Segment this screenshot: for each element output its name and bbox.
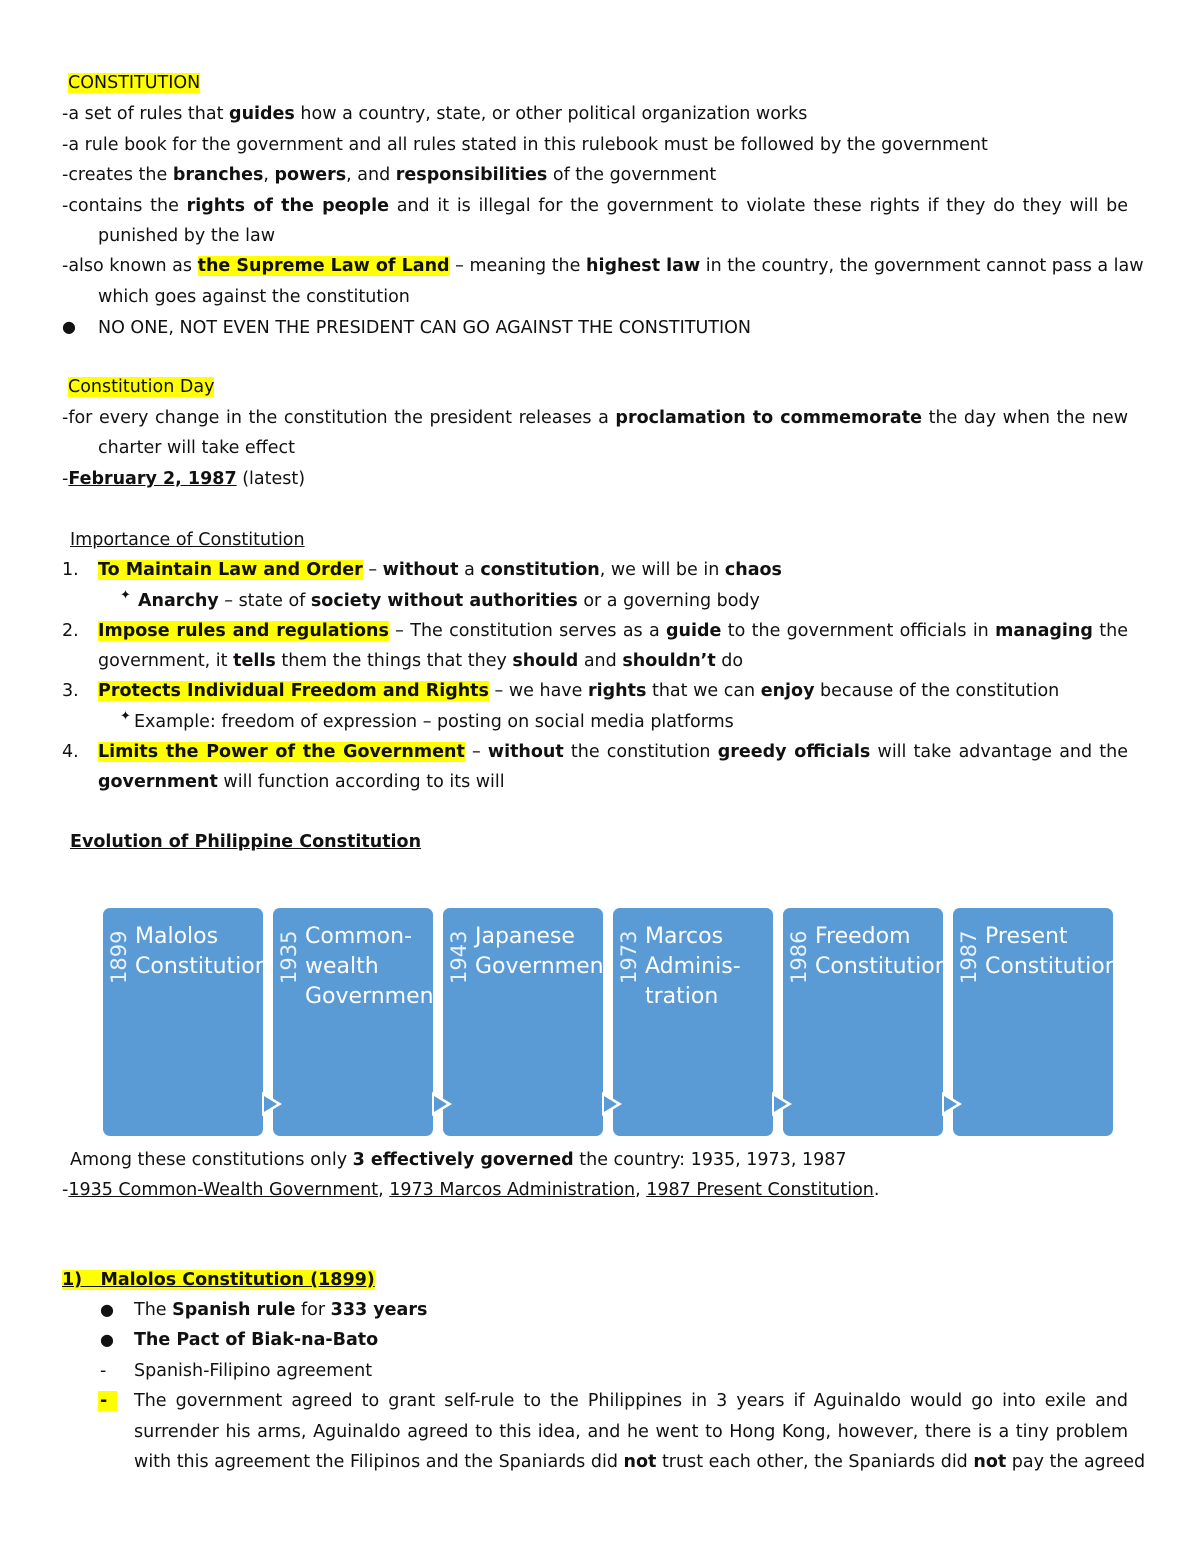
text-line: punished by the law <box>98 226 276 246</box>
text-line: -February 2, 1987 (latest) <box>62 469 306 489</box>
timeline-year: 1899 <box>107 930 131 984</box>
bullet-text: The Spanish rule for 333 years <box>134 1300 428 1320</box>
timeline-year: 1987 <box>957 930 981 984</box>
timeline-label: Marcos Adminis- tration <box>645 924 741 1009</box>
text-line: -contains the rights of the people and it is illegal for the government to violate these rights if they do they will be <box>62 196 1128 216</box>
list-number: 3. <box>62 681 79 701</box>
heading-importance: Importance of Constitution <box>70 530 305 550</box>
list-item: To Maintain Law and Order – without a constitution, we will be in chaos <box>98 560 782 580</box>
arrow-right-icon <box>942 1092 962 1116</box>
text-line: Spanish-Filipino agreement <box>134 1361 373 1381</box>
text-line: Among these constitutions only 3 effectively governed the country: 1935, 1973, 1987 <box>70 1150 847 1170</box>
text-line: government, it tells them the things that they should and shouldn’t do <box>98 651 744 671</box>
text-line: -a set of rules that guides how a country, state, or other political organization works <box>62 104 808 124</box>
bullet-icon: ● <box>100 1330 114 1349</box>
timeline-label: Present Constitution <box>985 924 1119 979</box>
text-line: charter will take effect <box>98 438 295 458</box>
heading-constitution: CONSTITUTION <box>68 73 201 93</box>
timeline-label: Japanese Government <box>475 924 613 979</box>
dash-bullet: - <box>100 1361 107 1381</box>
timeline-year: 1943 <box>447 930 471 984</box>
bullet-text: NO ONE, NOT EVEN THE PRESIDENT CAN GO AGAINST THE CONSTITUTION <box>98 318 751 338</box>
list-item: Limits the Power of the Government – without the constitution greedy officials will take advantage and the <box>98 742 1128 762</box>
heading-evolution: Evolution of Philippine Constitution <box>70 832 422 852</box>
timeline-step <box>953 908 1119 1136</box>
arrow-right-icon <box>772 1092 792 1116</box>
arrow-right-icon <box>432 1092 452 1116</box>
text-line: which goes against the constitution <box>98 287 410 307</box>
timeline-label: Malolos Constitution <box>135 924 269 979</box>
arrow-right-icon <box>602 1092 622 1116</box>
timeline-year: 1986 <box>787 930 811 984</box>
timeline-year: 1935 <box>277 930 301 984</box>
bullet-icon: ● <box>100 1300 114 1319</box>
timeline-step <box>783 908 949 1136</box>
timeline-year: 1973 <box>617 930 641 984</box>
timeline-step <box>273 908 443 1136</box>
bullet-text: The Pact of Biak-na-Bato <box>134 1330 379 1350</box>
timeline-step <box>613 908 773 1136</box>
text-line: -creates the branches, powers, and responsibilities of the government <box>62 165 717 185</box>
list-number: 2. <box>62 621 79 641</box>
text-line: The government agreed to grant self-rule to the Philippines in 3 years if Aguinaldo would go into exile and <box>134 1391 1128 1411</box>
timeline-label: Common- wealth Government <box>305 924 443 1009</box>
timeline-step <box>443 908 613 1136</box>
text-line: with this agreement the Filipinos and the Spaniards did not trust each other, the Spaniards did not pay the agreed <box>134 1452 1146 1472</box>
timeline-label: Freedom Constitution <box>815 924 949 979</box>
text-line: surrender his arms, Aguinaldo agreed to this idea, and he went to Hong Kong, however, there is a tiny problem <box>134 1422 1128 1442</box>
text-line: -a rule book for the government and all rules stated in this rulebook must be followed by the government <box>62 135 988 155</box>
list-item: Impose rules and regulations – The constitution serves as a guide to the government officials in managing the <box>98 621 1128 641</box>
text-line: -also known as the Supreme Law of Land – meaning the highest law in the country, the government cannot pass a law <box>62 256 1144 276</box>
text-line: -1935 Common-Wealth Government, 1973 Marcos Administration, 1987 Present Constitution. <box>62 1180 880 1200</box>
star-bullet-icon: ✦ <box>120 588 131 603</box>
timeline-step <box>103 908 269 1136</box>
sub-item: Anarchy – state of society without authorities or a governing body <box>138 591 760 611</box>
arrow-right-icon <box>262 1092 282 1116</box>
list-number: 4. <box>62 742 79 762</box>
heading-constitution-day: Constitution Day <box>68 377 215 397</box>
list-item: Protects Individual Freedom and Rights – we have rights that we can enjoy because of the constitution <box>98 681 1060 701</box>
star-bullet-icon: ✦ <box>120 709 131 724</box>
dash-bullet: - <box>98 1391 117 1411</box>
heading-malolos: 1) Malolos Constitution (1899) <box>62 1270 375 1290</box>
sub-item: Example: freedom of expression – posting on social media platforms <box>134 712 734 732</box>
bullet-icon: ● <box>62 317 76 336</box>
text-line: government will function according to its will <box>98 772 505 792</box>
text-line: -for every change in the constitution the president releases a proclamation to commemorate the day when the new <box>62 408 1129 428</box>
list-number: 1. <box>62 560 79 580</box>
